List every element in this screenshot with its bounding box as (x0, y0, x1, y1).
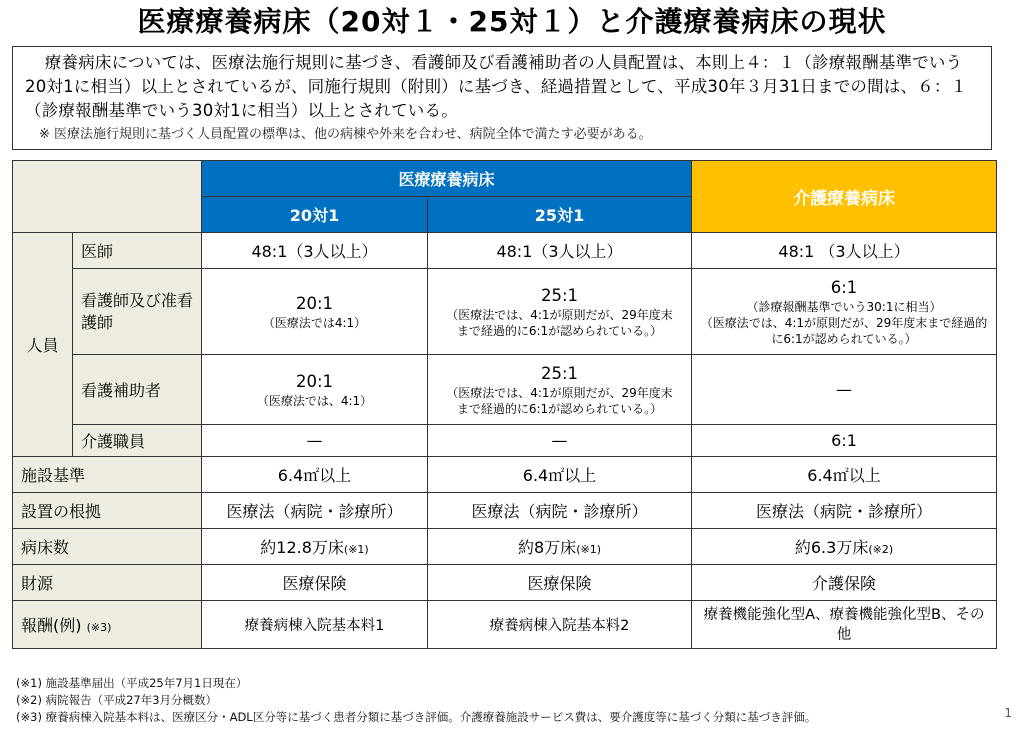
cell-note: （医療法では4:1） (262, 315, 367, 330)
cell (692, 529, 997, 565)
page-title: 医療療養病床（20対１・25対１）と介護療養病床の現状 (137, 5, 887, 38)
cell-value: 25:1 (540, 285, 579, 305)
cell-value: 約12.8万床 (260, 538, 344, 557)
row-fee (13, 601, 997, 649)
row-beds (13, 529, 997, 565)
group-staff-label: 人員 (13, 233, 73, 457)
comparison-table (12, 160, 997, 649)
row-assistant (13, 355, 997, 425)
cell-note: （医療法では、4:1が原則だが、29年度末まで経過的に6:1が認められている。） (446, 307, 673, 338)
cell (692, 269, 997, 355)
cell: 療養病棟入院基本料2 (428, 601, 692, 649)
corner-cell (13, 161, 202, 233)
cell: 医療法（病院・診療所） (428, 493, 692, 529)
row-caregiver (13, 425, 997, 457)
cell: 6.4㎡以上 (202, 457, 428, 493)
cell: 6:1 (692, 425, 997, 457)
cell: — (428, 425, 692, 457)
cell (202, 529, 428, 565)
intro-box (12, 46, 992, 150)
cell (202, 355, 428, 425)
cell: 48:1 （3人以上） (692, 233, 997, 269)
cell-value: 20:1 (295, 371, 334, 391)
cell-ref: (※1) (343, 543, 369, 556)
row-label: 施設基準 (13, 457, 202, 493)
cell-ref: (※1) (576, 543, 601, 556)
cell-ref: (※2) (868, 543, 894, 556)
row-label: 設置の根拠 (13, 493, 202, 529)
row-label (13, 601, 202, 649)
cell: 48:1（3人以上） (428, 233, 692, 269)
cell-value: 25:1 (540, 363, 579, 383)
cell: — (202, 425, 428, 457)
row-label: 看護補助者 (73, 355, 202, 425)
row-label: 看護師及び准看護師 (73, 269, 202, 355)
cell: — (692, 355, 997, 425)
row-label: 財源 (13, 565, 202, 601)
cell-note: （医療法では、4:1が原則だが、29年度末まで経過的に6:1が認められている。） (700, 315, 988, 346)
row-label: 病床数 (13, 529, 202, 565)
header-medical: 医療療養病床 (202, 161, 692, 197)
header-25: 25対1 (428, 197, 692, 233)
row-label: 介護職員 (73, 425, 202, 457)
cell: 6.4㎡以上 (692, 457, 997, 493)
cell: 療養機能強化型A、療養機能強化型B、その他 (692, 601, 997, 649)
header-care: 介護療養病床 (692, 161, 997, 233)
cell (428, 355, 692, 425)
fee-label: 報酬(例) (21, 616, 82, 635)
cell: 医療保険 (202, 565, 428, 601)
cell-value: 6:1 (830, 277, 858, 297)
row-nurse (13, 269, 997, 355)
header-20: 20対1 (202, 197, 428, 233)
cell-note: （医療法では、4:1が原則だが、29年度末まで経過的に6:1が認められている。） (446, 385, 673, 416)
cell-value: 約6.3万床 (794, 538, 869, 557)
cell (202, 269, 428, 355)
row-facility (13, 457, 997, 493)
footnotes (16, 675, 816, 726)
row-doctor (13, 233, 997, 269)
cell (428, 269, 692, 355)
row-funding (13, 565, 997, 601)
cell: 医療保険 (428, 565, 692, 601)
row-basis (13, 493, 997, 529)
footnote-2: (※2) 病院報告（平成27年3月分概数） (16, 693, 218, 707)
cell-value: 20:1 (295, 293, 334, 313)
cell: 療養病棟入院基本料1 (202, 601, 428, 649)
cell-value: 約8万床 (518, 538, 577, 557)
cell-note: （診療報酬基準でいう30:1に相当） (746, 299, 942, 314)
cell-note: （医療法では、4:1） (256, 393, 373, 408)
fee-ref: (※3) (86, 621, 112, 634)
cell: 48:1（3人以上） (202, 233, 428, 269)
cell (428, 529, 692, 565)
intro-text: 療養病床については、医療法施行規則に基づき、看護師及び看護補助者の人員配置は、本則上４：１（診療報酬基準でいう20対1に相当）以上とされているが、同施行規則（附則）に基づき、経過措置として、平成30年３月31日までの間は、６：１（診療報酬基準でいう30対1に相当）以上とされている。 (25, 53, 968, 120)
footnote-3: (※3) 療養病棟入院基本料は、医療区分・ADL区分等に基づく患者分類に基づき評価。介護療養施設サービス費は、要介護度等に基づく分類に基づき評価。 (16, 710, 817, 724)
cell: 医療法（病院・診療所） (692, 493, 997, 529)
cell: 医療法（病院・診療所） (202, 493, 428, 529)
intro-note: ※ 医療法施行規則に基づく人員配置の標準は、他の病棟や外来を合わせ、病院全体で満たす必要がある。 (39, 127, 652, 142)
row-label: 医師 (73, 233, 202, 269)
footnote-1: (※1) 施設基準届出（平成25年7月1日現在） (16, 676, 248, 690)
cell: 介護保険 (692, 565, 997, 601)
page-number: 1 (1004, 706, 1012, 720)
cell: 6.4㎡以上 (428, 457, 692, 493)
